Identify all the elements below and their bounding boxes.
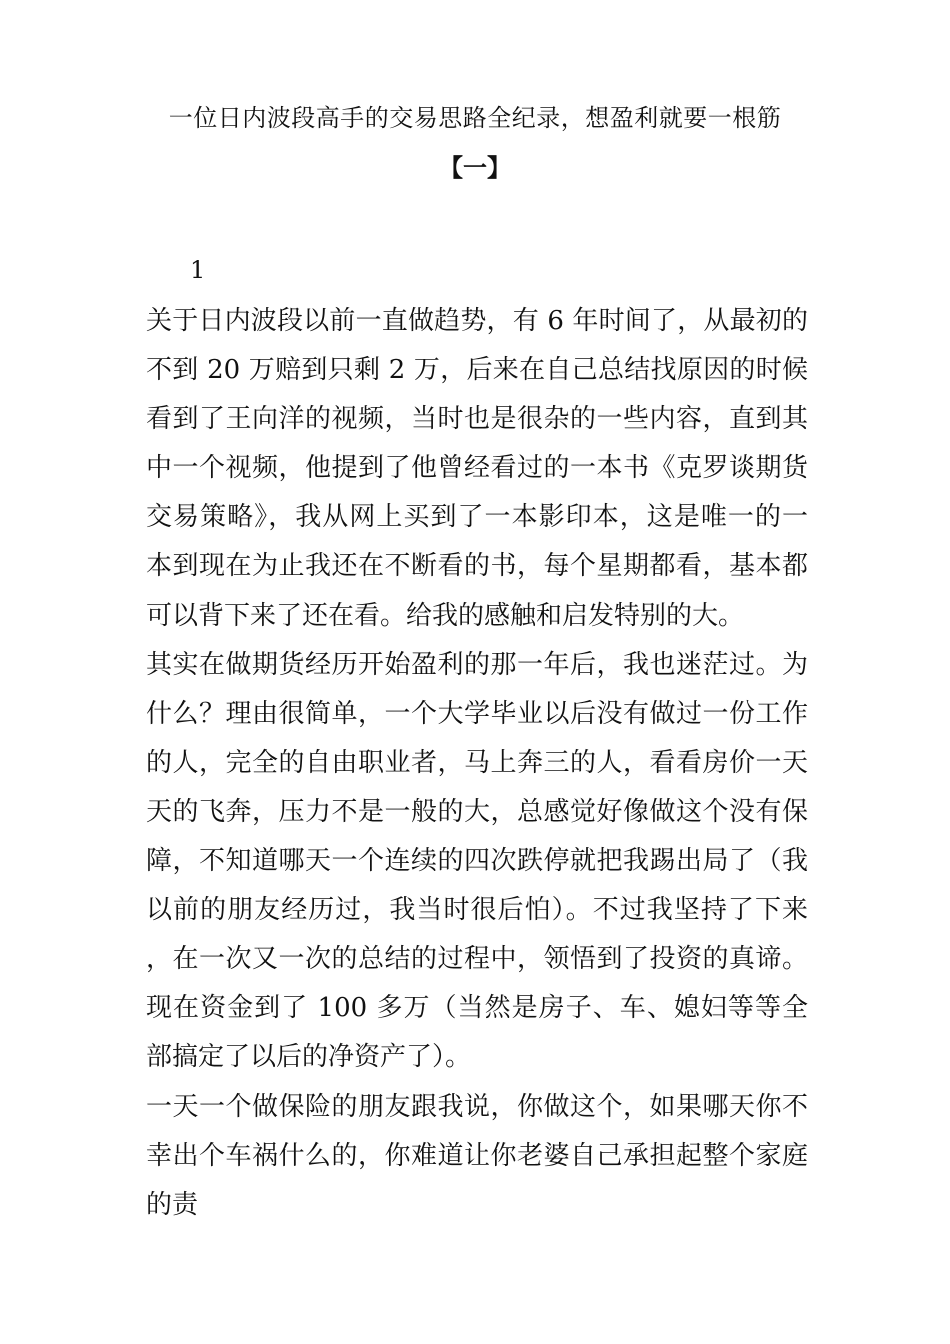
document-title: 一位日内波段高手的交易思路全纪录，想盈利就要一根筋	[168, 104, 782, 132]
paragraph: 其实在做期货经历开始盈利的那一年后，我也迷茫过。为什么？理由很简单，一个大学毕业以后没有做过一份工作的人，完全的自由职业者，马上奔三的人，看看房价一天天的飞奔，压力不是一般的大，总感觉好像做这个没有保障，不知道哪天一个连续的四次跌停就把我踢出局了（我以前的朋友经历过，我当时很后怕）。不过我坚持了下来，在一次又一次的总结的过程中，领悟到了投资的真谛。现在资金到了 100 多万（当然是房子、车、媳妇等等全部搞定了以后的净资产了）。	[146, 649, 808, 1073]
paragraph: 关于日内波段以前一直做趋势，有 6 年时间了，从最初的不到 20 万赔到只剩 2 万，后来在自己总结找原因的时候看到了王向洋的视频，当时也是很杂的一些内容，直到其中一个视频，他提到了他曾经看过的一本书《克罗谈期货交易策略》，我从网上买到了一本影印本，这是唯一的一本到现在为止我还在不断看的书，每个星期都看，基本都可以背下来了还在看。给我的感触和启发特别的大。	[146, 306, 808, 631]
paragraph: 一天一个做保险的朋友跟我说，你做这个，如果哪天你不幸出个车祸什么的，你难道让你老婆自己承担起整个家庭的责	[146, 1091, 808, 1220]
document-subtitle: 【一】	[439, 153, 511, 182]
body-text	[146, 297, 808, 1230]
section-number: 1	[190, 256, 206, 284]
